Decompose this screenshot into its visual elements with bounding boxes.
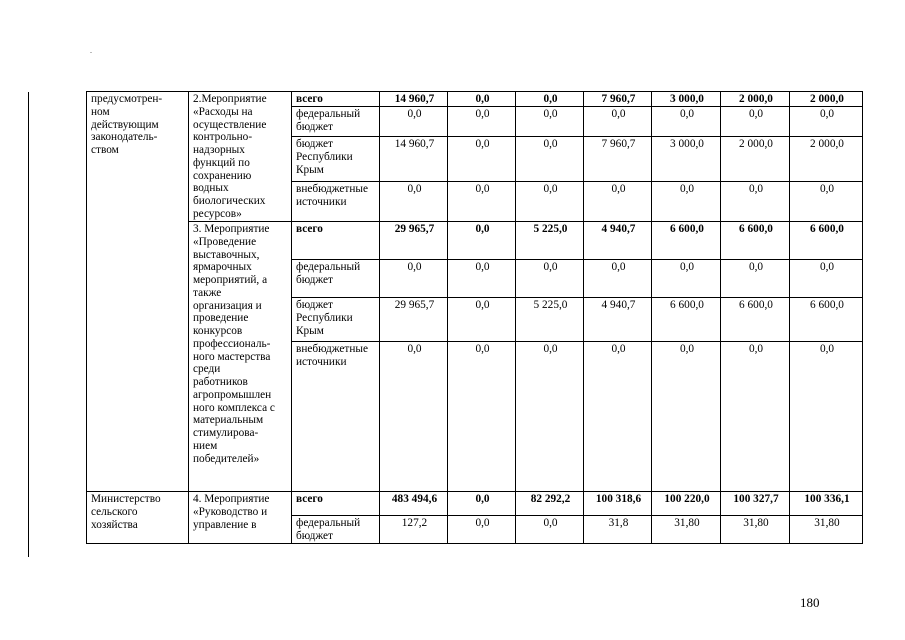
funding-source-cell: федеральный бюджет — [292, 516, 380, 544]
value-cell: 0,0 — [652, 182, 721, 222]
value-cell: 6 600,0 — [721, 298, 790, 342]
value-cell: 31,80 — [721, 516, 790, 544]
value-cell: 0,0 — [790, 260, 863, 298]
value-cell: 31,8 — [584, 516, 652, 544]
value-cell: 31,80 — [652, 516, 721, 544]
value-cell: 7 960,7 — [584, 92, 652, 107]
funding-source-cell: всего — [292, 492, 380, 516]
value-cell: 0,0 — [721, 342, 790, 492]
value-cell: 0,0 — [516, 516, 584, 544]
value-cell: 14 960,7 — [380, 92, 448, 107]
value-cell: 31,80 — [790, 516, 863, 544]
funding-source-cell: бюджет Республики Крым — [292, 137, 380, 182]
value-cell: 0,0 — [516, 342, 584, 492]
funding-source-cell: всего — [292, 222, 380, 260]
value-cell: 0,0 — [448, 107, 516, 137]
value-cell: 0,0 — [448, 137, 516, 182]
funding-source-cell: федеральный бюджет — [292, 260, 380, 298]
value-cell: 0,0 — [516, 92, 584, 107]
budget-table — [86, 91, 863, 544]
funding-source-cell: федеральный бюджет — [292, 107, 380, 137]
value-cell: 0,0 — [584, 342, 652, 492]
value-cell: 0,0 — [652, 342, 721, 492]
value-cell: 100 336,1 — [790, 492, 863, 516]
table-row — [87, 92, 863, 107]
value-cell: 0,0 — [448, 92, 516, 107]
value-cell: 29 965,7 — [380, 222, 448, 260]
value-cell: 0,0 — [380, 182, 448, 222]
event-cell: 2.Мероприятие «Расходы на осуществление контрольно- надзорных функций по сохранению водных биологических ресурсов» — [189, 92, 292, 222]
value-cell: 82 292,2 — [516, 492, 584, 516]
table-row — [87, 222, 863, 260]
value-cell: 0,0 — [516, 137, 584, 182]
value-cell: 7 960,7 — [584, 137, 652, 182]
value-cell: 100 327,7 — [721, 492, 790, 516]
event-cell: 4. Мероприятие «Руководство и управление в — [189, 492, 292, 544]
value-cell: 0,0 — [448, 298, 516, 342]
value-cell: 0,0 — [516, 182, 584, 222]
funding-source-cell: всего — [292, 92, 380, 107]
organization-cell: предусмотрен- ном действующим законодатель- ством — [87, 92, 189, 492]
value-cell: 0,0 — [721, 182, 790, 222]
value-cell: 3 000,0 — [652, 137, 721, 182]
value-cell: 0,0 — [516, 260, 584, 298]
value-cell: 4 940,7 — [584, 298, 652, 342]
value-cell: 6 600,0 — [652, 298, 721, 342]
value-cell: 0,0 — [584, 182, 652, 222]
value-cell: 0,0 — [380, 260, 448, 298]
value-cell: 5 225,0 — [516, 222, 584, 260]
value-cell: 0,0 — [448, 342, 516, 492]
table-row — [87, 492, 863, 516]
value-cell: 483 494,6 — [380, 492, 448, 516]
funding-source-cell: внебюджетные источники — [292, 342, 380, 492]
value-cell: 0,0 — [448, 182, 516, 222]
value-cell: 0,0 — [380, 107, 448, 137]
value-cell: 29 965,7 — [380, 298, 448, 342]
value-cell: 127,2 — [380, 516, 448, 544]
value-cell: 0,0 — [448, 492, 516, 516]
page-number: 180 — [800, 595, 820, 610]
value-cell: 0,0 — [584, 260, 652, 298]
budget-table-body — [87, 92, 863, 544]
event-cell: 3. Мероприятие «Проведение выставочных, ярмарочных мероприятий, а также организация и проведение конкурсов профессиональ- ного мастерства среди работников агропромышлен ного комплекса с материальным стимулирова- нием победителей» — [189, 222, 292, 492]
value-cell: 100 220,0 — [652, 492, 721, 516]
value-cell: 0,0 — [448, 516, 516, 544]
value-cell: 2 000,0 — [790, 92, 863, 107]
value-cell: 0,0 — [448, 222, 516, 260]
organization-cell: Министерство сельского хозяйства — [87, 492, 189, 544]
value-cell: 0,0 — [790, 342, 863, 492]
value-cell: 14 960,7 — [380, 137, 448, 182]
value-cell: 4 940,7 — [584, 222, 652, 260]
value-cell: 0,0 — [721, 107, 790, 137]
value-cell: 6 600,0 — [652, 222, 721, 260]
funding-source-cell: бюджет Республики Крым — [292, 298, 380, 342]
value-cell: 5 225,0 — [516, 298, 584, 342]
value-cell: 0,0 — [380, 342, 448, 492]
value-cell: 0,0 — [516, 107, 584, 137]
value-cell: 0,0 — [652, 107, 721, 137]
value-cell: 0,0 — [790, 182, 863, 222]
value-cell: 0,0 — [652, 260, 721, 298]
value-cell: 2 000,0 — [790, 137, 863, 182]
value-cell: 0,0 — [448, 260, 516, 298]
funding-source-cell: внебюджетные источники — [292, 182, 380, 222]
value-cell: 100 318,6 — [584, 492, 652, 516]
value-cell: 6 600,0 — [790, 222, 863, 260]
value-cell: 0,0 — [790, 107, 863, 137]
value-cell: 0,0 — [721, 260, 790, 298]
value-cell: 2 000,0 — [721, 92, 790, 107]
left-margin-rule — [28, 92, 29, 557]
value-cell: 3 000,0 — [652, 92, 721, 107]
value-cell: 6 600,0 — [790, 298, 863, 342]
value-cell: 2 000,0 — [721, 137, 790, 182]
value-cell: 0,0 — [584, 107, 652, 137]
value-cell: 6 600,0 — [721, 222, 790, 260]
scan-speck — [90, 52, 92, 53]
